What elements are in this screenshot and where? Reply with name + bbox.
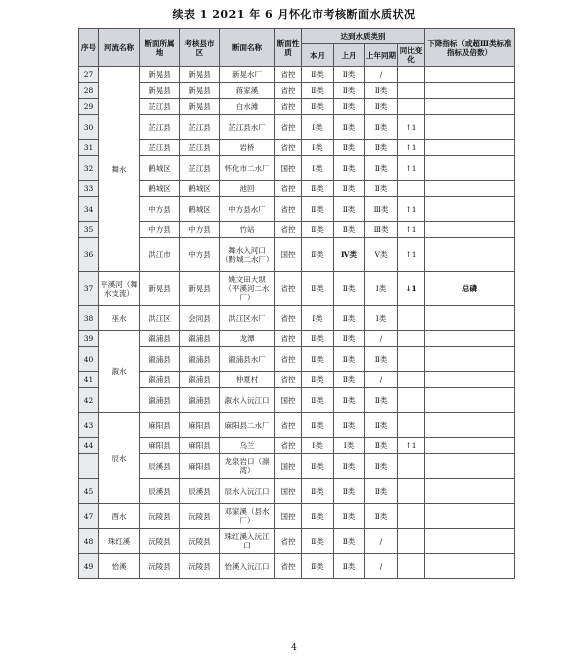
cell-nature: 省控 (275, 331, 302, 347)
cell-assess: 芷江县 (180, 115, 220, 140)
cell-decline (425, 99, 515, 115)
cell-assess: 溆浦县 (180, 372, 220, 388)
cell-ly: Ⅲ类 (365, 222, 398, 238)
table-row (79, 238, 515, 272)
cell-assess: 新晃县 (180, 272, 220, 306)
cell-prev: Ⅱ类 (334, 222, 365, 238)
cell-chg: ↑1 (398, 197, 425, 222)
cell-nature: 省控 (275, 83, 302, 99)
cell-prev: Ⅳ类 (334, 238, 365, 272)
cell-assess: 新晃县 (180, 99, 220, 115)
cell-ly: Ⅱ类 (365, 454, 398, 479)
cell-no: 29 (79, 99, 99, 115)
cell-ly: Ⅱ类 (365, 83, 398, 99)
cell-decline (425, 83, 515, 99)
table-row (79, 331, 515, 347)
water-quality-table (78, 28, 515, 579)
header-seq: 序号 (79, 29, 99, 67)
cell-assess: 沅陵县 (180, 504, 220, 529)
cell-chg (398, 388, 425, 413)
cell-assess: 新晃县 (180, 83, 220, 99)
cell-prev: Ⅱ类 (334, 99, 365, 115)
cell-cur: Ⅰ类 (302, 156, 334, 181)
cell-prev: Ⅱ类 (334, 479, 365, 504)
cell-decline (425, 529, 515, 554)
table-row (79, 529, 515, 554)
cell-belong: 中方县 (140, 222, 180, 238)
cell-cur: Ⅱ类 (302, 372, 334, 388)
cell-belong: 鹤城区 (140, 181, 180, 197)
cell-nature: 省控 (275, 413, 302, 438)
table-row (79, 67, 515, 83)
cell-decline (425, 331, 515, 347)
cell-nature: 省控 (275, 140, 302, 156)
cell-chg (398, 331, 425, 347)
cell-prev: Ⅱ类 (334, 115, 365, 140)
cell-section: 辰水入沅江口 (220, 479, 275, 504)
cell-nature: 国控 (275, 238, 302, 272)
cell-belong: 麻阳县 (140, 438, 180, 454)
cell-prev: Ⅱ类 (334, 156, 365, 181)
cell-assess: 会同县 (180, 306, 220, 331)
cell-belong: 鹤城区 (140, 156, 180, 181)
table-row (79, 413, 515, 438)
cell-assess: 麻阳县 (180, 413, 220, 438)
cell-cur: Ⅱ类 (302, 454, 334, 479)
cell-ly: Ⅱ类 (365, 181, 398, 197)
cell-river: 巫水 (99, 306, 140, 331)
cell-decline (425, 479, 515, 504)
cell-ly: Ⅱ类 (365, 388, 398, 413)
cell-belong: 沅陵县 (140, 554, 180, 579)
cell-no: 35 (79, 222, 99, 238)
cell-ly: Ⅱ类 (365, 99, 398, 115)
cell-cur: Ⅱ类 (302, 479, 334, 504)
cell-cur: Ⅱ类 (302, 331, 334, 347)
header-last-month: 上月 (334, 44, 365, 67)
cell-no: 38 (79, 306, 99, 331)
cell-nature: 省控 (275, 438, 302, 454)
cell-nature: 省控 (275, 347, 302, 372)
cell-section: 龙泉岩口（凛湾） (220, 454, 275, 479)
cell-cur: Ⅱ类 (302, 504, 334, 529)
cell-assess: 沅陵县 (180, 554, 220, 579)
cell-prev: Ⅱ类 (334, 413, 365, 438)
cell-no: 49 (79, 554, 99, 579)
cell-nature: 省控 (275, 222, 302, 238)
cell-ly: / (365, 554, 398, 579)
cell-nature: 省控 (275, 529, 302, 554)
header-river: 河流名称 (99, 29, 140, 67)
cell-nature: 省控 (275, 197, 302, 222)
cell-decline (425, 181, 515, 197)
cell-prev: Ⅱ类 (334, 347, 365, 372)
cell-nature: 国控 (275, 454, 302, 479)
cell-ly: Ⅰ类 (365, 306, 398, 331)
cell-section: 舞水入河口（黔城二水厂） (220, 238, 275, 272)
cell-section: 中方县水厂 (220, 197, 275, 222)
cell-cur: Ⅱ类 (302, 272, 334, 306)
table-row (79, 438, 515, 454)
cell-section: 池回 (220, 181, 275, 197)
cell-assess: 中方县 (180, 222, 220, 238)
cell-prev: Ⅱ类 (334, 454, 365, 479)
cell-no: 45 (79, 479, 99, 504)
cell-nature: 国控 (275, 479, 302, 504)
cell-cur: Ⅱ类 (302, 222, 334, 238)
cell-chg (398, 413, 425, 438)
cell-nature: 省控 (275, 372, 302, 388)
cell-river: 酉水 (99, 504, 140, 529)
cell-ly: Ⅱ类 (365, 115, 398, 140)
cell-no: 39 (79, 331, 99, 347)
header-section: 断面名称 (220, 29, 275, 67)
cell-cur: Ⅱ类 (302, 67, 334, 83)
cell-belong: 洪江市 (140, 238, 180, 272)
cell-prev: Ⅱ类 (334, 140, 365, 156)
cell-river: 怡溪 (99, 554, 140, 579)
cell-no: 47 (79, 504, 99, 529)
cell-cur: Ⅱ类 (302, 554, 334, 579)
cell-river: 辰水 (99, 413, 140, 504)
cell-ly: / (365, 67, 398, 83)
cell-decline (425, 554, 515, 579)
cell-assess: 溆浦县 (180, 388, 220, 413)
header-nature: 断面性质 (275, 29, 302, 67)
cell-decline (425, 504, 515, 529)
cell-chg: ↑1 (398, 438, 425, 454)
table-row (79, 272, 515, 306)
cell-nature: 省控 (275, 272, 302, 306)
cell-prev: Ⅱ类 (334, 554, 365, 579)
table-row (79, 181, 515, 197)
cell-nature: 省控 (275, 99, 302, 115)
cell-decline (425, 413, 515, 438)
cell-assess: 辰溪县 (180, 479, 220, 504)
cell-no: 41 (79, 372, 99, 388)
cell-no: 31 (79, 140, 99, 156)
header-belong: 断面所属地 (140, 29, 180, 67)
cell-section: 溆水入沅江口 (220, 388, 275, 413)
cell-belong: 麻阳县 (140, 413, 180, 438)
cell-decline (425, 156, 515, 181)
cell-ly: Ⅴ类 (365, 238, 398, 272)
cell-cur: Ⅱ类 (302, 197, 334, 222)
cell-prev: Ⅱ类 (334, 197, 365, 222)
header-decline: 下降指标（或超Ⅲ类标准指标及倍数） (425, 29, 515, 67)
cell-no: 30 (79, 115, 99, 140)
cell-ly: Ⅱ类 (365, 140, 398, 156)
cell-no (79, 454, 99, 479)
cell-belong: 溆浦县 (140, 388, 180, 413)
cell-cur: Ⅰ类 (302, 115, 334, 140)
cell-prev: Ⅱ类 (334, 388, 365, 413)
cell-section: 洪江区水厂 (220, 306, 275, 331)
cell-chg (398, 504, 425, 529)
cell-section: 邓家溪（县水厂） (220, 504, 275, 529)
cell-belong: 辰溪县 (140, 479, 180, 504)
cell-cur: Ⅱ类 (302, 529, 334, 554)
cell-chg: ↑1 (398, 140, 425, 156)
cell-chg (398, 181, 425, 197)
cell-ly: Ⅱ类 (365, 347, 398, 372)
cell-chg (398, 306, 425, 331)
cell-chg (398, 554, 425, 579)
cell-nature: 国控 (275, 388, 302, 413)
cell-no: 36 (79, 238, 99, 272)
table-row (79, 347, 515, 372)
table-row (79, 197, 515, 222)
cell-cur: Ⅰ类 (302, 438, 334, 454)
page-title: 续表 1 2021 年 6 月怀化市考核断面水质状况 (172, 8, 416, 21)
cell-chg (398, 347, 425, 372)
cell-section: 新晃水厂 (220, 67, 275, 83)
table-row (79, 388, 515, 413)
cell-cur: Ⅱ类 (302, 99, 334, 115)
cell-ly: Ⅱ类 (365, 479, 398, 504)
cell-assess: 麻阳县 (180, 438, 220, 454)
table-row (79, 83, 515, 99)
cell-decline (425, 388, 515, 413)
cell-river: 舞水 (99, 67, 140, 272)
cell-chg (398, 372, 425, 388)
cell-assess: 溆浦县 (180, 347, 220, 372)
cell-no: 48 (79, 529, 99, 554)
cell-no: 37 (79, 272, 99, 306)
cell-decline (425, 454, 515, 479)
header-this-month: 本月 (302, 44, 334, 67)
cell-cur: Ⅱ类 (302, 413, 334, 438)
cell-prev: Ⅰ类 (334, 438, 365, 454)
cell-cur: Ⅱ类 (302, 388, 334, 413)
cell-belong: 新晃县 (140, 272, 180, 306)
cell-belong: 沅陵县 (140, 504, 180, 529)
cell-section: 竹站 (220, 222, 275, 238)
cell-no: 32 (79, 156, 99, 181)
cell-prev: Ⅱ类 (334, 529, 365, 554)
cell-decline (425, 140, 515, 156)
cell-no: 43 (79, 413, 99, 438)
cell-prev: Ⅱ类 (334, 272, 365, 306)
cell-nature: 省控 (275, 67, 302, 83)
cell-prev: Ⅱ类 (334, 331, 365, 347)
cell-section: 姚文田大坝（平溪河二水厂） (220, 272, 275, 306)
cell-chg: ↑1 (398, 156, 425, 181)
cell-prev: Ⅱ类 (334, 504, 365, 529)
table-row (79, 156, 515, 181)
page-number: 4 (291, 643, 297, 653)
cell-decline (425, 238, 515, 272)
table-row (79, 454, 515, 479)
cell-section: 岩桥 (220, 140, 275, 156)
cell-section: 龙潭 (220, 331, 275, 347)
table-row (79, 222, 515, 238)
cell-section: 芷江县水厂 (220, 115, 275, 140)
cell-prev: Ⅱ类 (334, 372, 365, 388)
cell-nature: 国控 (275, 504, 302, 529)
cell-chg: ↑1 (398, 115, 425, 140)
cell-prev: Ⅱ类 (334, 306, 365, 331)
cell-cur: Ⅱ类 (302, 181, 334, 197)
cell-decline (425, 197, 515, 222)
cell-section: 乌兰 (220, 438, 275, 454)
cell-assess: 沅陵县 (180, 529, 220, 554)
cell-decline (425, 438, 515, 454)
cell-assess: 芷江县 (180, 156, 220, 181)
cell-no: 27 (79, 67, 99, 83)
cell-decline: 总磷 (425, 272, 515, 306)
cell-section: 仲夏村 (220, 372, 275, 388)
cell-no: 34 (79, 197, 99, 222)
cell-ly: / (365, 331, 398, 347)
cell-river: 平溪河（舞水支流） (99, 272, 140, 306)
cell-belong: 芷江县 (140, 140, 180, 156)
cell-assess: 溆浦县 (180, 331, 220, 347)
cell-section: 麻阳县二水厂 (220, 413, 275, 438)
header-change: 同比变化 (398, 44, 425, 67)
cell-belong: 芷江县 (140, 115, 180, 140)
cell-assess: 中方县 (180, 238, 220, 272)
cell-chg (398, 479, 425, 504)
cell-no: 33 (79, 181, 99, 197)
cell-river: 溆水 (99, 331, 140, 413)
cell-ly: / (365, 372, 398, 388)
cell-belong: 新晃县 (140, 67, 180, 83)
cell-ly: Ⅱ类 (365, 504, 398, 529)
cell-cur: Ⅰ类 (302, 306, 334, 331)
cell-cur: Ⅱ类 (302, 347, 334, 372)
cell-belong: 辰溪县 (140, 454, 180, 479)
cell-chg: ↓1 (398, 272, 425, 306)
table-row (79, 479, 515, 504)
cell-cur: Ⅱ类 (302, 83, 334, 99)
header-category: 达到水质类别 (302, 29, 425, 44)
cell-chg (398, 454, 425, 479)
cell-decline (425, 347, 515, 372)
cell-belong: 溆浦县 (140, 347, 180, 372)
cell-chg (398, 67, 425, 83)
cell-nature: 国控 (275, 156, 302, 181)
cell-river: 珠红溪 (99, 529, 140, 554)
cell-belong: 中方县 (140, 197, 180, 222)
cell-no: 28 (79, 83, 99, 99)
cell-nature: 省控 (275, 115, 302, 140)
header-assess: 考核县市区 (180, 29, 220, 67)
cell-belong: 芷江县 (140, 99, 180, 115)
cell-nature: 省控 (275, 306, 302, 331)
cell-nature: 省控 (275, 554, 302, 579)
header-last-year: 上年同期 (365, 44, 398, 67)
cell-decline (425, 306, 515, 331)
cell-belong: 溆浦县 (140, 372, 180, 388)
cell-chg (398, 529, 425, 554)
cell-section: 怀化市二水厂 (220, 156, 275, 181)
cell-cur: Ⅱ类 (302, 238, 334, 272)
cell-chg: ↑1 (398, 222, 425, 238)
cell-assess: 新晃县 (180, 67, 220, 83)
cell-ly: Ⅱ类 (365, 156, 398, 181)
cell-belong: 新晃县 (140, 83, 180, 99)
cell-ly: Ⅱ类 (365, 438, 398, 454)
cell-ly: Ⅰ类 (365, 272, 398, 306)
cell-prev: Ⅱ类 (334, 67, 365, 83)
table-row (79, 140, 515, 156)
table-row (79, 554, 515, 579)
cell-assess: 鹤城区 (180, 181, 220, 197)
table-row (79, 306, 515, 331)
cell-section: 白水滩 (220, 99, 275, 115)
cell-section: 溆浦县水厂 (220, 347, 275, 372)
cell-decline (425, 222, 515, 238)
cell-chg: ↑1 (398, 238, 425, 272)
cell-decline (425, 67, 515, 83)
cell-assess: 麻阳县 (180, 454, 220, 479)
cell-no: 42 (79, 388, 99, 413)
cell-belong: 溆浦县 (140, 331, 180, 347)
cell-decline (425, 372, 515, 388)
table-row (79, 372, 515, 388)
cell-nature: 省控 (275, 181, 302, 197)
table-row (79, 504, 515, 529)
cell-decline (425, 115, 515, 140)
cell-section: 蒋家溪 (220, 83, 275, 99)
cell-ly: Ⅱ类 (365, 413, 398, 438)
cell-assess: 鹤城区 (180, 197, 220, 222)
cell-chg (398, 83, 425, 99)
cell-ly: Ⅲ类 (365, 197, 398, 222)
cell-section: 珠红溪入沅江口 (220, 529, 275, 554)
cell-chg (398, 99, 425, 115)
cell-no: 44 (79, 438, 99, 454)
cell-belong: 沅陵县 (140, 529, 180, 554)
table-row (79, 115, 515, 140)
cell-no: 40 (79, 347, 99, 372)
cell-assess: 芷江县 (180, 140, 220, 156)
cell-prev: Ⅱ类 (334, 181, 365, 197)
cell-ly: / (365, 529, 398, 554)
cell-prev: Ⅱ类 (334, 83, 365, 99)
cell-section: 怡溪入沅江口 (220, 554, 275, 579)
cell-belong: 洪江区 (140, 306, 180, 331)
cell-cur: Ⅰ类 (302, 140, 334, 156)
table-row (79, 99, 515, 115)
